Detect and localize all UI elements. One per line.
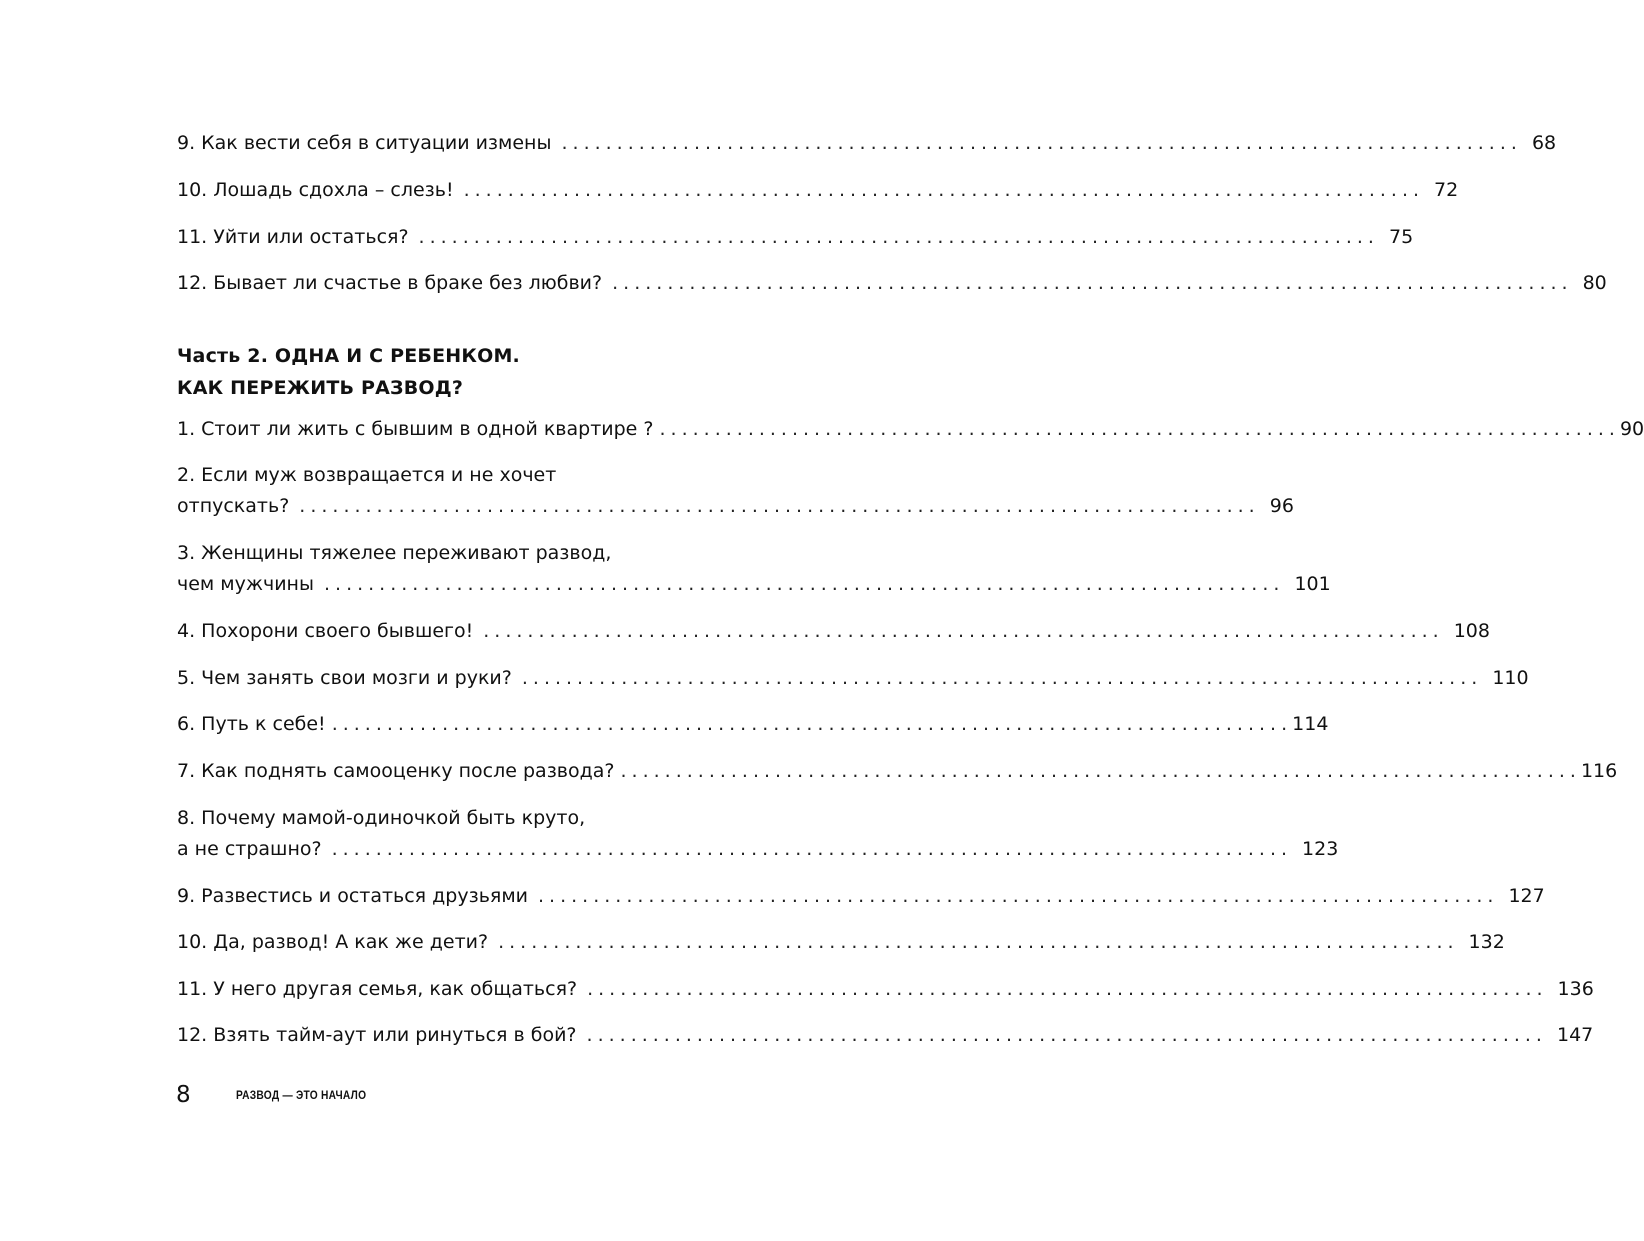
dot-leader: .......................................................................................: [498, 931, 1459, 953]
dot-leader: .......................................................................................: [299, 495, 1260, 517]
toc-entry-page: 114: [1292, 713, 1329, 735]
dot-leader: .......................................................................................: [331, 713, 1293, 735]
dot-leader: .......................................................................................: [331, 838, 1293, 860]
toc-entry-page: 90: [1619, 418, 1644, 440]
toc-entry-page: 68: [1531, 132, 1557, 154]
toc-entry-title-line-1: 3. Женщины тяжелее переживают развод,: [177, 542, 612, 564]
toc-entry-page: 75: [1388, 226, 1414, 248]
toc-entry-page: 96: [1269, 495, 1294, 517]
dot-leader: .......................................................................................: [587, 978, 1548, 1000]
toc-entry-title: 6. Путь к себе!: [177, 713, 326, 735]
dot-leader: .......................................................................................: [620, 760, 1581, 782]
toc-entry: [177, 268, 1607, 299]
toc-entry-title: 10. Да, развод! А как же дети?: [177, 931, 489, 953]
toc-entry: [177, 663, 1529, 694]
toc-entry-page: 72: [1434, 179, 1459, 201]
toc-entry-title: 12. Бывает ли счастье в браке без любви?: [177, 272, 603, 294]
toc-entry: [177, 175, 1459, 206]
dot-leader: .......................................................................................: [483, 620, 1444, 642]
toc-entry-title-line-2: чем мужчины: [177, 573, 314, 595]
toc-entry: [177, 222, 1414, 253]
dot-leader: .......................................................................................: [521, 667, 1483, 689]
toc-entry-title: 12. Взять тайм-аут или ринуться в бой?: [177, 1024, 577, 1046]
toc-entry: [177, 460, 1294, 522]
toc-entry-page: 127: [1508, 885, 1545, 907]
dot-leader: .......................................................................................: [612, 272, 1573, 294]
toc-entry-page: 136: [1557, 978, 1594, 1000]
toc-entry-title: 9. Как вести себя в ситуации измены: [177, 132, 552, 154]
toc-entry-title: 1. Стоит ли жить с бывшим в одной квартире ?: [177, 418, 654, 440]
dot-leader: .......................................................................................: [323, 573, 1285, 595]
toc-entry: [177, 1020, 1594, 1051]
toc-entry-page: 132: [1468, 931, 1505, 953]
toc-entry: [177, 538, 1331, 600]
toc-entry-title-line-2: а не страшно?: [177, 838, 322, 860]
toc-entry: [177, 927, 1505, 958]
toc-entry-title: 7. Как поднять самооценку после развода?: [177, 760, 615, 782]
toc-entry-title: 9. Развестись и остаться друзьями: [177, 885, 529, 907]
toc-entry: [177, 756, 1618, 787]
toc-entry: [177, 803, 1339, 865]
dot-leader: .......................................................................................: [538, 885, 1499, 907]
toc-entry: [177, 709, 1329, 740]
running-title: РАЗВОД — ЭТО НАЧАЛО: [236, 1088, 367, 1102]
toc-entry-page: 80: [1582, 272, 1607, 294]
toc-entry-page: 123: [1302, 838, 1339, 860]
toc-entry: [177, 128, 1557, 159]
toc-entry: [177, 414, 1644, 445]
toc-entry-page: 147: [1556, 1024, 1594, 1046]
toc-entry-title: 10. Лошадь сдохла – слезь!: [177, 179, 454, 201]
dot-leader: .......................................................................................: [463, 179, 1425, 201]
dot-leader: .......................................................................................: [586, 1024, 1547, 1046]
toc-entry: [177, 881, 1545, 912]
page-number: 8: [176, 1082, 191, 1108]
toc-entry-title: 11. У него другая семья, как общаться?: [177, 978, 578, 1000]
dot-leader: .......................................................................................: [659, 418, 1620, 440]
toc-entry-title-line-2: отпускать?: [177, 495, 290, 517]
toc-entry-title: 4. Похорони своего бывшего!: [177, 620, 474, 642]
section-heading: [177, 340, 738, 404]
toc-entry-page: 116: [1580, 760, 1618, 782]
toc-entry-title-line-1: 8. Почему мамой-одиночкой быть круто,: [177, 807, 586, 829]
toc-entry: [177, 616, 1490, 647]
section-heading-line-1: Часть 2. ОДНА И С РЕБЕНКОМ.: [177, 345, 520, 367]
dot-leader: .......................................................................................: [418, 226, 1379, 248]
toc-entry-title: 5. Чем занять свои мозги и руки?: [177, 667, 512, 689]
toc-entry: [177, 974, 1594, 1005]
toc-entry-title: 11. Уйти или остаться?: [177, 226, 409, 248]
toc-entry-title-line-1: 2. Если муж возвращается и не хочет: [177, 464, 557, 486]
toc-entry-page: 101: [1294, 573, 1331, 595]
toc-entry-page: 108: [1453, 620, 1490, 642]
dot-leader: .......................................................................................: [561, 132, 1522, 154]
toc-entry-page: 110: [1492, 667, 1529, 689]
section-heading-line-2: КАК ПЕРЕЖИТЬ РАЗВОД?: [177, 377, 464, 399]
